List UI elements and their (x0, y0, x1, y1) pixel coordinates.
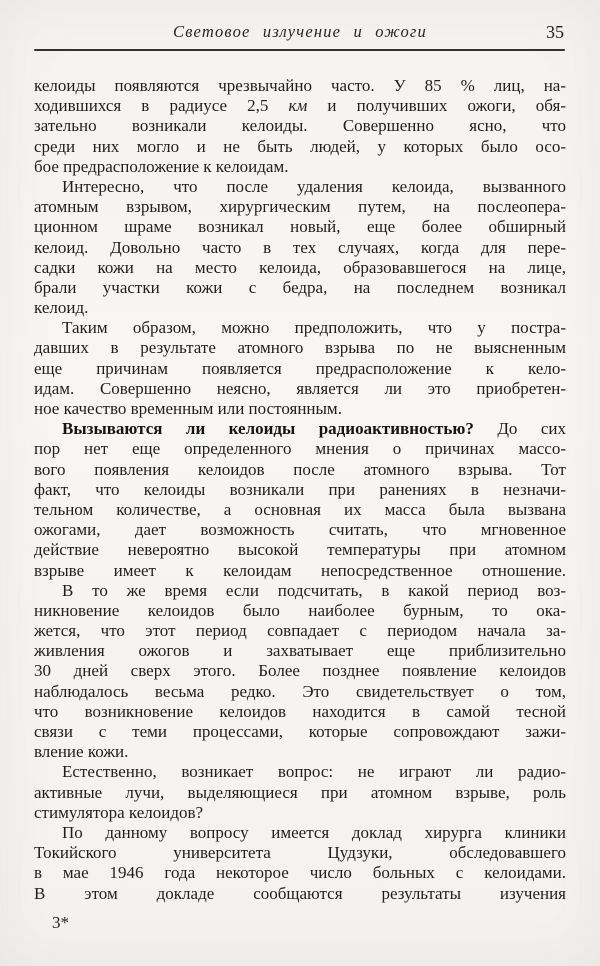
text-line (34, 96, 566, 116)
text-segment: активные лучи, выделяющиеся при атомном взрыве, роль (34, 782, 566, 802)
text-segment: вого появления келоидов после атомного взрыва. Тот (34, 459, 566, 479)
text-line (34, 399, 566, 419)
text-segment: зательно возникали келоиды. Совершенно ясно, что (34, 116, 566, 136)
text-segment: тельном количестве, а основная их масса была вызвана (34, 499, 566, 519)
text-segment: брали участки кожи с бедра, на последнем возникал (34, 277, 566, 297)
text-line (34, 581, 566, 601)
text-segment: келоид. Довольно часто в тех случаях, когда для пере- (34, 237, 566, 257)
text-line (34, 480, 566, 500)
text-line (34, 803, 566, 823)
text-line (34, 76, 566, 96)
text-line (34, 298, 566, 318)
text-segment: ционном шраме возникал новый, еще более обширный (34, 217, 566, 237)
text-line (34, 116, 566, 136)
text-segment: в мае 1946 года некоторое число больных с келоидами. (34, 863, 566, 883)
text-segment: идам. Совершенно неясно, является ли это приобретен- (34, 378, 566, 398)
text-line (34, 843, 566, 863)
text-line (34, 157, 566, 177)
text-segment: еще причинам появляется предрасположение к кело- (34, 358, 566, 378)
text-segment: ожогами, дает возможность считать, что мгновенное (34, 520, 566, 540)
text-segment: Таким образом, можно предположить, что у постра- (62, 318, 566, 338)
text-segment: среди них могло и не быть людей, у которых было осо- (34, 136, 566, 156)
text-line (34, 137, 566, 157)
header-rule (34, 49, 565, 51)
text-line (34, 318, 566, 338)
text-segment: келоид. (34, 298, 89, 318)
text-line (34, 621, 566, 641)
text-segment: келоиды появляются чрезвычайно часто. У 85 % лиц, на- (34, 76, 566, 95)
text-segment: 30 дней сверх этого. Более позднее появление келоидов (34, 661, 566, 681)
text-segment: связи с теми процессами, которые сопровождают зажи- (34, 722, 566, 741)
text-line (34, 338, 566, 358)
text-line (34, 379, 566, 399)
text-line (34, 823, 566, 843)
text-line (34, 359, 566, 379)
text-line (34, 661, 566, 681)
text-line (34, 419, 566, 439)
text-segment: В то же время если подсчитать, в какой период воз- (62, 580, 566, 600)
text-segment: живления ожогов и захватывает еще приблизительно (34, 641, 566, 661)
text-segment: Вызываются ли келоиды радиоактивностью? (62, 419, 474, 439)
body-text (34, 76, 566, 904)
text-line (34, 601, 566, 621)
text-line (34, 500, 566, 520)
text-line (34, 540, 566, 560)
text-line (34, 258, 566, 278)
text-segment: ное качество временным или постоянным. (34, 399, 342, 418)
signature-mark: 3* (52, 913, 69, 932)
text-segment: В этом докладе сообщаются результаты изучения (34, 883, 566, 903)
text-segment: взрыве имеет к келоидам непосредственное отношение. (34, 560, 566, 580)
text-line (34, 682, 566, 702)
text-segment: действие невероятно высокой температуры при атомном (34, 540, 566, 560)
text-line (34, 217, 566, 237)
text-line (34, 278, 566, 298)
text-line (34, 177, 566, 197)
text-line (34, 783, 566, 803)
text-segment: садки кожи на место келоида, образовавшегося на лице, (34, 257, 566, 277)
text-line (34, 460, 566, 480)
text-segment: давших в результате атомного взрыва по не выясненным (34, 338, 566, 358)
text-line (34, 238, 566, 258)
text-segment: До сих (473, 419, 566, 439)
text-segment: стимулятора келоидов? (34, 802, 204, 822)
text-line (34, 762, 566, 782)
text-segment: Интересно, что после удаления келоида, вызванного (62, 176, 566, 196)
text-line (34, 641, 566, 661)
text-segment: атомным взрывом, хирургическим путем, на послеопера- (34, 197, 566, 217)
text-line (34, 439, 566, 459)
text-segment: бое предрасположение к келоидам. (34, 156, 289, 176)
text-segment: Естественно, возникает вопрос: не играют ли радио- (62, 762, 566, 782)
text-segment: и получивших ожоги, обя- (307, 96, 566, 116)
text-segment: факт, что келоиды возникали при ранениях в незначи- (34, 479, 566, 499)
text-segment: наблюдалось весьма редко. Это свидетельствует о том, (34, 681, 566, 701)
text-segment: Токийского университета Цудзуки, обследовавшего (34, 843, 566, 863)
text-line (34, 197, 566, 217)
text-line (34, 863, 566, 883)
text-segment: вление кожи. (34, 742, 129, 762)
text-line (34, 520, 566, 540)
running-head (34, 22, 566, 46)
text-segment: пор нет еще определенного мнения о причинах массо- (34, 439, 566, 459)
running-title: Световое излучение и ожоги (172, 22, 428, 41)
page-number: 35 (546, 22, 564, 42)
text-segment: что возникновение келоидов находится в самой тесной (34, 701, 566, 721)
text-segment: По данному вопросу имеется доклад хирурга клиники (62, 822, 566, 842)
text-segment: ходившихся в радиусе 2,5 (34, 96, 289, 116)
text-segment: км (288, 96, 308, 116)
text-line (34, 702, 566, 722)
text-line (34, 561, 566, 581)
text-segment: никновение келоидов было наиболее бурным, то ока- (34, 600, 566, 620)
text-line (34, 722, 566, 742)
text-segment: жется, что этот период совпадает с периодом начала за- (34, 621, 566, 641)
text-line (34, 884, 566, 904)
text-line (34, 742, 566, 762)
